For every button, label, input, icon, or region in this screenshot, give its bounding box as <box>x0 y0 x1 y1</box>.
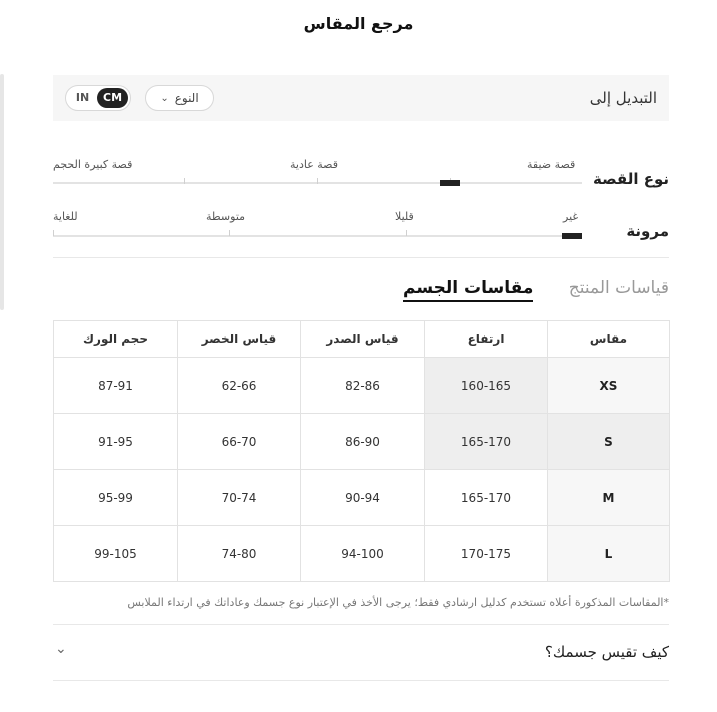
how-to-measure-accordion[interactable] <box>53 637 669 667</box>
fit-label-oversize: قصة كبيرة الحجم <box>53 158 133 171</box>
fit-scale-marker <box>440 180 460 186</box>
fit-scale <box>53 156 669 196</box>
size-table <box>53 320 670 582</box>
fit-label-tight: قصة ضيقة <box>527 158 576 171</box>
stretch-scale-tick <box>53 230 54 236</box>
divider <box>53 257 669 258</box>
unit-toggle[interactable] <box>65 85 131 111</box>
measurement-tabs <box>53 278 669 306</box>
cell-waist: 62-66 <box>178 358 301 414</box>
stretch-label-slight: قليلا <box>395 210 414 223</box>
header-height: ارتفاع <box>425 321 548 358</box>
tab-body-measurements[interactable]: مقاسات الجسم <box>403 278 533 302</box>
divider <box>53 680 669 681</box>
unit-switch-bar <box>53 75 669 121</box>
stretch-scale-tick <box>229 230 230 236</box>
cell-size: M <box>548 470 670 526</box>
cell-size: XS <box>548 358 670 414</box>
stretch-label-high: للغاية <box>53 210 78 223</box>
header-size: مقاس <box>548 321 670 358</box>
size-disclaimer: *المقاسات المذكورة أعلاه تستخدم كدليل ارشادي فقط؛ يرجى الأخذ في الإعتبار نوع جسمك وعاداتك في ارتداء الملابس <box>127 596 669 609</box>
tab-product-measurements[interactable]: قياسات المنتج <box>568 278 669 298</box>
cell-bust: 82-86 <box>301 358 425 414</box>
table-row <box>54 358 670 414</box>
stretch-scale <box>53 208 669 248</box>
table-header-row <box>54 321 670 358</box>
table-row <box>54 414 670 470</box>
type-select-value: النوع <box>174 91 199 105</box>
stretch-scale-title: مرونة <box>626 222 669 240</box>
cell-bust: 86-90 <box>301 414 425 470</box>
chevron-down-icon: ⌄ <box>160 92 169 104</box>
cell-waist: 66-70 <box>178 414 301 470</box>
cell-height: 160-165 <box>425 358 548 414</box>
cell-height: 165-170 <box>425 414 548 470</box>
unit-option-cm[interactable]: CM <box>97 88 128 108</box>
page-title: مرجع المقاس <box>303 14 414 33</box>
cell-hip: 95-99 <box>54 470 178 526</box>
fit-scale-title: نوع القصة <box>593 170 669 188</box>
fit-scale-tick <box>184 178 185 184</box>
cell-size: L <box>548 526 670 582</box>
table-row <box>54 526 670 582</box>
cell-bust: 90-94 <box>301 470 425 526</box>
cell-height: 165-170 <box>425 470 548 526</box>
table-row <box>54 470 670 526</box>
switch-label: التبديل إلى <box>589 89 657 107</box>
stretch-scale-track <box>53 235 582 237</box>
cell-waist: 70-74 <box>178 470 301 526</box>
cell-hip: 91-95 <box>54 414 178 470</box>
type-select[interactable] <box>145 85 214 111</box>
scrollbar[interactable] <box>0 74 4 310</box>
cell-bust: 94-100 <box>301 526 425 582</box>
cell-height: 170-175 <box>425 526 548 582</box>
header-bust: قياس الصدر <box>301 321 425 358</box>
unit-option-in[interactable]: IN <box>75 91 90 104</box>
stretch-label-none: غير <box>563 210 579 223</box>
stretch-scale-marker <box>562 233 582 239</box>
cell-size: S <box>548 414 670 470</box>
stretch-label-medium: متوسطة <box>206 210 246 223</box>
stretch-scale-tick <box>406 230 407 236</box>
chevron-down-icon: ⌄ <box>55 641 67 657</box>
divider <box>53 624 669 625</box>
cell-hip: 99-105 <box>54 526 178 582</box>
fit-scale-tick <box>317 178 318 184</box>
how-to-measure-label: كيف تقيس جسمك؟ <box>544 643 669 661</box>
cell-waist: 74-80 <box>178 526 301 582</box>
header-hip: حجم الورك <box>54 321 178 358</box>
fit-label-regular: قصة عادية <box>290 158 338 171</box>
cell-hip: 87-91 <box>54 358 178 414</box>
header-waist: قياس الخصر <box>178 321 301 358</box>
